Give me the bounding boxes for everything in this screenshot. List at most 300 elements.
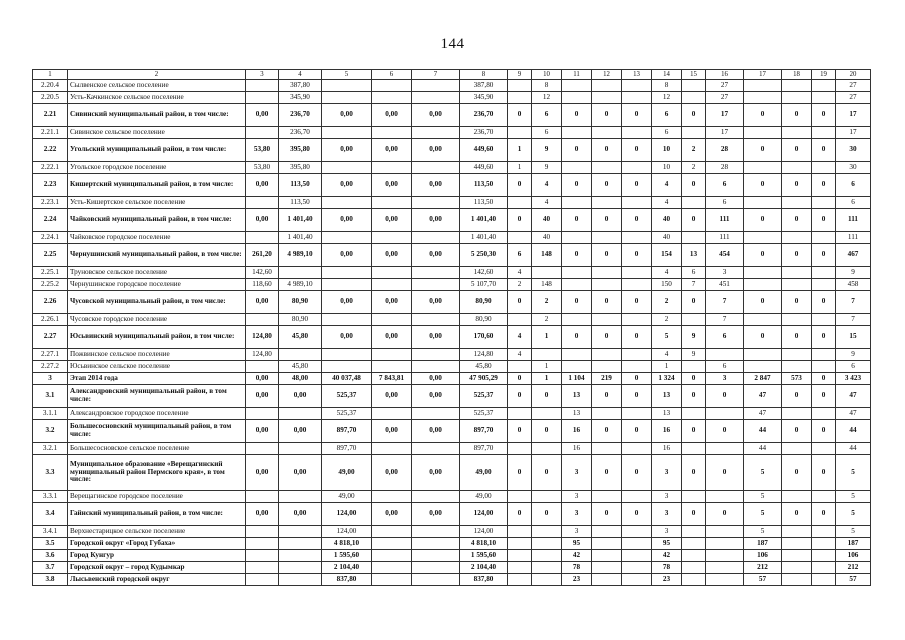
row-name: Большесосновское сельское поселение: [68, 443, 246, 455]
table-cell: 4: [652, 174, 682, 197]
table-cell: [706, 538, 744, 550]
table-cell: 23: [652, 574, 682, 586]
table-cell: [372, 349, 412, 361]
table-cell: 0,00: [279, 503, 322, 526]
table-cell: 6: [532, 127, 562, 139]
table-cell: 1 595,60: [322, 550, 372, 562]
table-cell: 47: [836, 385, 871, 408]
table-cell: 525,37: [322, 385, 372, 408]
table-cell: 0: [562, 104, 592, 127]
table-cell: 0: [706, 385, 744, 408]
table-cell: 0: [744, 174, 782, 197]
table-cell: 6: [706, 197, 744, 209]
table-cell: 0: [622, 385, 652, 408]
table-cell: 0,00: [322, 104, 372, 127]
table-cell: 525,37: [460, 385, 508, 408]
table-cell: 9: [836, 349, 871, 361]
table-cell: 13: [652, 408, 682, 420]
table-cell: 0,00: [279, 455, 322, 491]
table-cell: 236,70: [460, 127, 508, 139]
table-cell: 49,00: [322, 455, 372, 491]
table-cell: 0: [744, 139, 782, 162]
table-cell: 6: [652, 127, 682, 139]
table-cell: 0,00: [322, 291, 372, 314]
table-cell: [782, 197, 812, 209]
table-cell: 0,00: [412, 326, 460, 349]
table-cell: [744, 314, 782, 326]
table-cell: 0,00: [412, 104, 460, 127]
table-cell: [592, 526, 622, 538]
table-cell: 0: [592, 326, 622, 349]
table-cell: 0,00: [372, 455, 412, 491]
table-cell: [246, 314, 279, 326]
table-cell: [372, 574, 412, 586]
table-cell: [682, 491, 706, 503]
table-cell: [246, 538, 279, 550]
row-code: 2.27.2: [33, 361, 68, 373]
table-cell: 0,00: [412, 174, 460, 197]
table-cell: 0: [812, 104, 836, 127]
table-row: [33, 550, 871, 562]
table-cell: 7: [836, 314, 871, 326]
table-cell: [322, 197, 372, 209]
column-number: 5: [322, 70, 372, 80]
table-cell: [246, 443, 279, 455]
row-name: Юсьвинский муниципальный район, в том числе:: [68, 326, 246, 349]
table-cell: [782, 574, 812, 586]
table-cell: [782, 349, 812, 361]
table-cell: 0: [622, 209, 652, 232]
row-code: 3.7: [33, 562, 68, 574]
table-cell: 0: [744, 326, 782, 349]
table-cell: 0: [682, 174, 706, 197]
table-cell: 0: [812, 373, 836, 385]
table-cell: 1: [532, 373, 562, 385]
table-cell: 111: [836, 209, 871, 232]
table-cell: [279, 349, 322, 361]
table-cell: 44: [836, 420, 871, 443]
table-cell: [622, 314, 652, 326]
column-number: 15: [682, 70, 706, 80]
column-number: 17: [744, 70, 782, 80]
table-cell: [246, 562, 279, 574]
table-cell: 0: [812, 139, 836, 162]
table-cell: [592, 562, 622, 574]
table-cell: [622, 127, 652, 139]
table-cell: 0: [812, 174, 836, 197]
row-name: Большесосновский муниципальный район, в том числе:: [68, 420, 246, 443]
table-cell: 9: [682, 349, 706, 361]
table-cell: 2: [532, 314, 562, 326]
table-cell: [706, 349, 744, 361]
table-cell: 0: [592, 503, 622, 526]
table-cell: [812, 526, 836, 538]
table-cell: 16: [652, 443, 682, 455]
table-cell: 5: [744, 491, 782, 503]
table-cell: 113,50: [279, 174, 322, 197]
table-cell: 0,00: [246, 503, 279, 526]
table-cell: [372, 127, 412, 139]
table-cell: [782, 314, 812, 326]
table-cell: 44: [836, 443, 871, 455]
table-row: [33, 162, 871, 174]
table-cell: 3: [706, 267, 744, 279]
table-cell: 0: [782, 326, 812, 349]
table-cell: [508, 361, 532, 373]
table-cell: 17: [706, 104, 744, 127]
table-cell: 0,00: [412, 503, 460, 526]
table-cell: 2: [682, 162, 706, 174]
table-cell: 8: [532, 80, 562, 92]
table-cell: 0,00: [372, 244, 412, 267]
table-cell: 4 818,10: [322, 538, 372, 550]
table-cell: [246, 80, 279, 92]
table-cell: [532, 408, 562, 420]
row-name: Гайнский муниципальный район, в том числе:: [68, 503, 246, 526]
table-cell: 23: [562, 574, 592, 586]
table-cell: [812, 267, 836, 279]
table-cell: 3: [652, 491, 682, 503]
table-cell: [322, 267, 372, 279]
table-cell: 0: [622, 420, 652, 443]
table-cell: [706, 408, 744, 420]
table-cell: 1 401,40: [279, 209, 322, 232]
table-cell: 837,80: [460, 574, 508, 586]
table-cell: [562, 267, 592, 279]
table-row: [33, 197, 871, 209]
table-row: [33, 385, 871, 408]
table-cell: 0,00: [372, 385, 412, 408]
table-cell: [744, 197, 782, 209]
table-cell: 0: [508, 420, 532, 443]
table-cell: 837,80: [322, 574, 372, 586]
table-cell: [622, 361, 652, 373]
table-cell: [782, 127, 812, 139]
table-cell: 897,70: [460, 443, 508, 455]
table-cell: [682, 526, 706, 538]
table-cell: 0: [508, 291, 532, 314]
data-table: [32, 69, 871, 586]
table-cell: 0,00: [412, 455, 460, 491]
row-code: 3.8: [33, 574, 68, 586]
table-cell: 0: [592, 139, 622, 162]
table-cell: 0: [682, 455, 706, 491]
table-cell: [508, 408, 532, 420]
table-cell: [592, 162, 622, 174]
table-cell: 2: [532, 291, 562, 314]
table-cell: [592, 574, 622, 586]
table-cell: [246, 491, 279, 503]
table-cell: [622, 562, 652, 574]
table-cell: 0: [592, 420, 622, 443]
table-cell: [412, 232, 460, 244]
table-cell: 0: [812, 455, 836, 491]
column-number: 12: [592, 70, 622, 80]
table-cell: [782, 562, 812, 574]
table-cell: [592, 267, 622, 279]
table-cell: 6: [706, 174, 744, 197]
table-cell: 5: [744, 526, 782, 538]
table-cell: 5: [744, 503, 782, 526]
row-name: Кишертский муниципальный район, в том числе:: [68, 174, 246, 197]
row-code: 2.21.1: [33, 127, 68, 139]
table-cell: 5 250,30: [460, 244, 508, 267]
row-code: 2.21: [33, 104, 68, 127]
table-cell: 124,00: [322, 503, 372, 526]
table-cell: [592, 232, 622, 244]
table-cell: [562, 232, 592, 244]
table-cell: 0,00: [412, 291, 460, 314]
table-cell: 525,37: [460, 408, 508, 420]
table-cell: [532, 562, 562, 574]
table-cell: [246, 232, 279, 244]
table-cell: [682, 408, 706, 420]
table-cell: 16: [652, 420, 682, 443]
table-cell: 0,00: [246, 209, 279, 232]
table-cell: [744, 361, 782, 373]
row-code: 2.24: [33, 209, 68, 232]
table-cell: [682, 361, 706, 373]
table-cell: 261,20: [246, 244, 279, 267]
table-cell: [592, 491, 622, 503]
table-cell: [412, 538, 460, 550]
table-cell: [682, 538, 706, 550]
table-cell: [782, 408, 812, 420]
table-cell: 7: [682, 279, 706, 291]
table-cell: [372, 408, 412, 420]
table-cell: 0: [508, 104, 532, 127]
table-cell: 0: [622, 174, 652, 197]
row-name: Этап 2014 года: [68, 373, 246, 385]
table-cell: [532, 267, 562, 279]
table-cell: 45,80: [460, 361, 508, 373]
row-code: 3.4: [33, 503, 68, 526]
table-cell: [246, 574, 279, 586]
table-cell: 2: [652, 314, 682, 326]
table-cell: 28: [706, 162, 744, 174]
table-cell: [246, 408, 279, 420]
table-cell: [372, 267, 412, 279]
row-code: 3.6: [33, 550, 68, 562]
table-cell: [744, 162, 782, 174]
table-cell: 187: [836, 538, 871, 550]
table-cell: 0,00: [246, 373, 279, 385]
table-row: [33, 503, 871, 526]
table-cell: 897,70: [322, 420, 372, 443]
table-cell: [562, 162, 592, 174]
row-code: 3.2: [33, 420, 68, 443]
table-cell: 0: [508, 174, 532, 197]
table-cell: 113,50: [279, 197, 322, 209]
table-cell: [592, 314, 622, 326]
table-cell: [622, 162, 652, 174]
table-cell: [744, 279, 782, 291]
table-cell: [812, 538, 836, 550]
table-cell: 0,00: [372, 139, 412, 162]
table-row: [33, 80, 871, 92]
table-cell: 0,00: [412, 373, 460, 385]
table-cell: 0: [508, 455, 532, 491]
row-code: 2.23: [33, 174, 68, 197]
table-cell: [372, 162, 412, 174]
row-name: Александровское городское поселение: [68, 408, 246, 420]
table-cell: [812, 443, 836, 455]
table-cell: 467: [836, 244, 871, 267]
table-cell: 0: [706, 455, 744, 491]
table-cell: 15: [836, 326, 871, 349]
table-cell: 2: [682, 139, 706, 162]
table-cell: 45,80: [279, 326, 322, 349]
table-cell: 1: [508, 139, 532, 162]
table-cell: 0,00: [279, 385, 322, 408]
table-cell: [744, 232, 782, 244]
table-cell: 451: [706, 279, 744, 291]
table-cell: 106: [744, 550, 782, 562]
table-cell: [279, 526, 322, 538]
table-cell: 0: [782, 503, 812, 526]
table-cell: 9: [836, 267, 871, 279]
table-cell: 0: [592, 291, 622, 314]
table-cell: 345,90: [279, 92, 322, 104]
table-cell: [412, 562, 460, 574]
table-cell: 0,00: [246, 385, 279, 408]
table-cell: 0: [532, 385, 562, 408]
table-cell: [562, 314, 592, 326]
table-cell: 10: [652, 139, 682, 162]
row-name: Александровский муниципальный район, в том числе:: [68, 385, 246, 408]
table-cell: [782, 526, 812, 538]
table-cell: 40: [652, 209, 682, 232]
table-cell: 0: [592, 174, 622, 197]
table-cell: 111: [836, 232, 871, 244]
table-row: [33, 279, 871, 291]
column-number: 11: [562, 70, 592, 80]
table-cell: 12: [652, 92, 682, 104]
table-cell: 49,00: [460, 455, 508, 491]
table-cell: 0: [622, 104, 652, 127]
table-cell: [322, 232, 372, 244]
table-cell: 3: [562, 491, 592, 503]
table-cell: 47: [744, 385, 782, 408]
table-cell: 80,90: [279, 291, 322, 314]
table-cell: 0: [782, 139, 812, 162]
table-cell: [592, 361, 622, 373]
row-code: 2.24.1: [33, 232, 68, 244]
table-cell: 95: [562, 538, 592, 550]
table-cell: 3: [706, 373, 744, 385]
table-row: [33, 209, 871, 232]
table-cell: 47: [744, 408, 782, 420]
table-cell: [682, 232, 706, 244]
table-cell: [782, 491, 812, 503]
table-cell: 2: [652, 291, 682, 314]
table-cell: [682, 562, 706, 574]
row-name: Верхнестарицкое сельское поселение: [68, 526, 246, 538]
table-cell: [782, 279, 812, 291]
table-cell: [246, 127, 279, 139]
table-cell: [372, 538, 412, 550]
table-cell: [412, 526, 460, 538]
table-cell: [682, 443, 706, 455]
row-name: Труновское сельское поселение: [68, 267, 246, 279]
row-name: Город Кунгур: [68, 550, 246, 562]
table-cell: [812, 550, 836, 562]
table-cell: [782, 92, 812, 104]
table-cell: 3: [562, 503, 592, 526]
header-row: [33, 70, 871, 80]
table-cell: 454: [706, 244, 744, 267]
table-cell: 395,80: [279, 162, 322, 174]
table-cell: [508, 443, 532, 455]
table-cell: [508, 127, 532, 139]
table-cell: 0: [812, 209, 836, 232]
table-cell: [812, 279, 836, 291]
table-cell: [706, 526, 744, 538]
table-cell: 2: [508, 279, 532, 291]
table-cell: [562, 349, 592, 361]
table-cell: 40 037,48: [322, 373, 372, 385]
table-cell: 111: [706, 209, 744, 232]
table-cell: 1 401,40: [460, 232, 508, 244]
table-cell: [508, 550, 532, 562]
table-cell: 1: [532, 361, 562, 373]
table-cell: 5 107,70: [460, 279, 508, 291]
table-cell: 48,00: [279, 373, 322, 385]
table-cell: [682, 80, 706, 92]
table-cell: 0: [532, 455, 562, 491]
table-cell: [508, 92, 532, 104]
table-row: [33, 538, 871, 550]
table-cell: 3 423: [836, 373, 871, 385]
table-cell: 0,00: [372, 503, 412, 526]
table-cell: 27: [706, 92, 744, 104]
table-row: [33, 139, 871, 162]
table-cell: 0: [682, 503, 706, 526]
table-cell: 5: [836, 491, 871, 503]
table-cell: [782, 267, 812, 279]
table-cell: 0: [508, 385, 532, 408]
table-cell: 44: [744, 420, 782, 443]
table-cell: [744, 267, 782, 279]
table-cell: 0: [562, 209, 592, 232]
table-cell: [622, 491, 652, 503]
table-cell: [279, 408, 322, 420]
table-cell: 150: [652, 279, 682, 291]
table-row: [33, 92, 871, 104]
table-cell: 28: [706, 139, 744, 162]
table-row: [33, 443, 871, 455]
row-code: 3.4.1: [33, 526, 68, 538]
table-cell: 5: [744, 455, 782, 491]
table-cell: [812, 574, 836, 586]
table-cell: 80,90: [279, 314, 322, 326]
table-cell: 0: [812, 420, 836, 443]
table-cell: [532, 538, 562, 550]
table-cell: 6: [682, 267, 706, 279]
table-cell: [372, 443, 412, 455]
table-cell: 0,00: [412, 139, 460, 162]
table-cell: 449,60: [460, 139, 508, 162]
table-cell: 0: [782, 174, 812, 197]
table-cell: 897,70: [460, 420, 508, 443]
table-cell: 0: [622, 455, 652, 491]
row-code: 2.22: [33, 139, 68, 162]
table-cell: [812, 361, 836, 373]
table-cell: 0: [706, 420, 744, 443]
table-cell: 3: [652, 503, 682, 526]
table-cell: [782, 538, 812, 550]
table-cell: 1 401,40: [279, 232, 322, 244]
